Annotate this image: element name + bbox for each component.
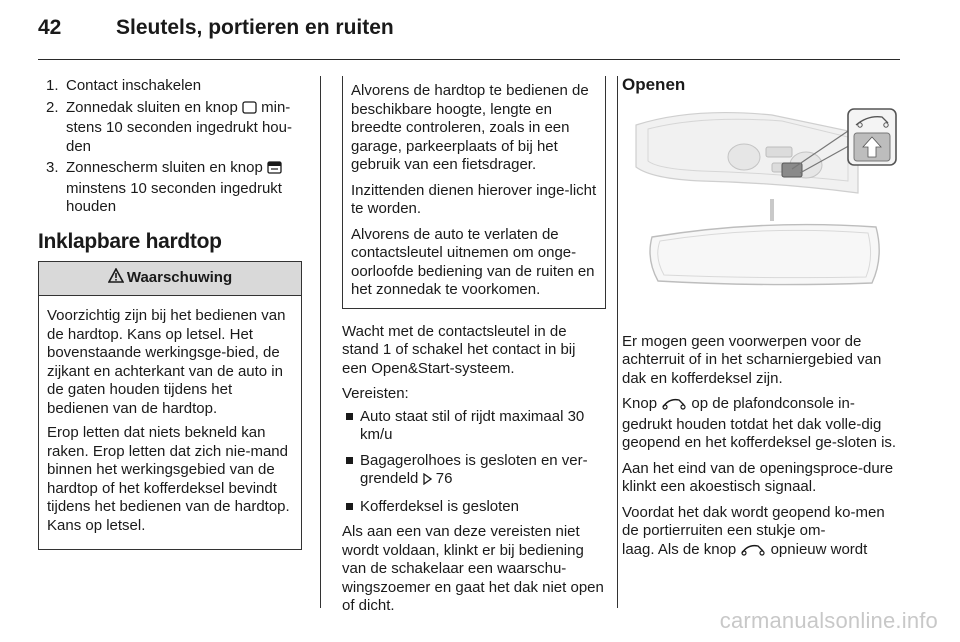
paragraph: Aan het eind van de openingsproce-dure klinkt een akoestisch signaal.	[622, 459, 894, 495]
list-item	[342, 408, 604, 445]
warning-paragraph: Voorzichtig zijn bij het bedienen van de hardtop. Kans op letsel. Het bovenstaande werkingsge-bied, de zijkant en achterkant van de auto in de gaten houden tijdens het bedienen van de hardtop.	[47, 307, 286, 417]
bullet-text: Bagagerolhoes is gesloten en ver-grendeld	[360, 451, 588, 487]
step-text-pre: Zonnedak sluiten en knop	[66, 98, 242, 116]
subsection-title: Openen	[622, 75, 686, 94]
paragraph	[622, 395, 904, 453]
page-ref-link[interactable]: 76	[435, 470, 453, 487]
step-text-post: minstens 10 seconden ingedrukt houden	[66, 179, 282, 215]
header-divider	[38, 59, 900, 60]
step-text: Contact inschakelen	[66, 77, 202, 94]
warning-triangle-icon	[108, 268, 127, 289]
paragraph: Er mogen geen voorwerpen voor de achterruit of in het scharniergebied van dak en kofferdeksel zijn.	[622, 332, 882, 387]
page-header	[38, 16, 908, 46]
step-number: 1.	[46, 77, 59, 94]
paragraph	[622, 504, 904, 562]
sunshade-button-icon	[267, 161, 282, 180]
intro-paragraph: Wacht met de contactsleutel in de stand 1 of schakel het contact in bij een Open&Start-systeem.	[342, 322, 576, 377]
step-text-post: min-stens 10 seconden ingedrukt hou-den	[66, 98, 292, 155]
section-title: Inklapbare hardtop	[38, 229, 222, 253]
step-number: 3.	[46, 159, 59, 176]
bullet-text: Kofferdeksel is gesloten	[360, 497, 519, 515]
step-number: 2.	[46, 98, 59, 116]
note-box	[342, 76, 606, 309]
warning-box	[38, 261, 302, 550]
bullet-marker	[346, 503, 353, 510]
column-middle	[342, 76, 604, 623]
paragraph-text-pre: laag. Als de knop	[622, 540, 741, 558]
page-ref-arrow-icon	[423, 472, 432, 491]
sunroof-button-icon	[242, 101, 257, 120]
column-right	[622, 76, 904, 561]
column-left	[38, 77, 306, 550]
warning-header	[39, 262, 301, 296]
warning-body	[39, 296, 301, 549]
paragraph-text: Voordat het dak wordt geopend ko-men de portierruiten een stukje om-	[622, 503, 885, 539]
paragraph-text-post: opnieuw wordt	[766, 540, 868, 558]
requirements-list	[342, 408, 604, 517]
warning-title: Waarschuwing	[126, 269, 233, 287]
list-item	[342, 452, 604, 491]
bullet-marker	[346, 413, 353, 420]
page-number: 42	[38, 16, 62, 39]
note-paragraph: Inzittenden dienen hierover inge-licht te worden.	[351, 181, 597, 217]
outro-paragraph: Als aan een van deze vereisten niet wordt voldaan, klinkt er bij bediening van de schakelaar een waarschu-wingszoemer en gaat het dak niet open of dicht.	[342, 523, 604, 614]
convertible-roof-icon	[740, 543, 766, 562]
roof-console-illustration	[622, 107, 900, 319]
note-paragraph: Alvorens de hardtop te bedienen de beschikbare hoogte, lengte en breedte controleren, zoals in een garage, parkeerplaats of bij het gebruik van een fietsdrager.	[351, 82, 589, 173]
column-divider-1	[320, 76, 321, 608]
column-divider-2	[617, 76, 618, 608]
steps-list	[38, 77, 306, 217]
bullet-text: Auto staat stil of rijdt maximaal 30 km/u	[360, 407, 585, 443]
watermark: carmanualsonline.info	[719, 608, 938, 633]
warning-paragraph: Erop letten dat niets bekneld kan raken. Erop letten dat zich nie-mand binnen het werkingsgebied van de hardtop of het kofferdeksel bevindt tijdens het bedienen van de hardtop. Kans op letsel.	[47, 424, 290, 534]
note-paragraph: Alvorens de auto te verlaten de contactsleutel uitnemen om onge-oorloofde bediening van de ruiten en het zonnedak te voorkomen.	[351, 225, 595, 298]
list-item	[38, 77, 306, 96]
convertible-roof-icon	[661, 397, 687, 416]
list-item	[38, 99, 306, 157]
list-item	[342, 498, 604, 517]
page-title: Sleutels, portieren en ruiten	[116, 16, 394, 39]
paragraph-text-pre: Knop	[622, 395, 662, 412]
bullet-marker	[346, 457, 353, 464]
step-text-pre: Zonnescherm sluiten en knop	[66, 159, 267, 176]
list-item	[38, 159, 306, 217]
paragraph-text-post: op de plafondconsole in-gedrukt houden totdat het dak volle-dig geopend en het kofferdeksel ge-sloten is.	[622, 395, 897, 451]
requirements-label: Vereisten:	[342, 385, 409, 402]
